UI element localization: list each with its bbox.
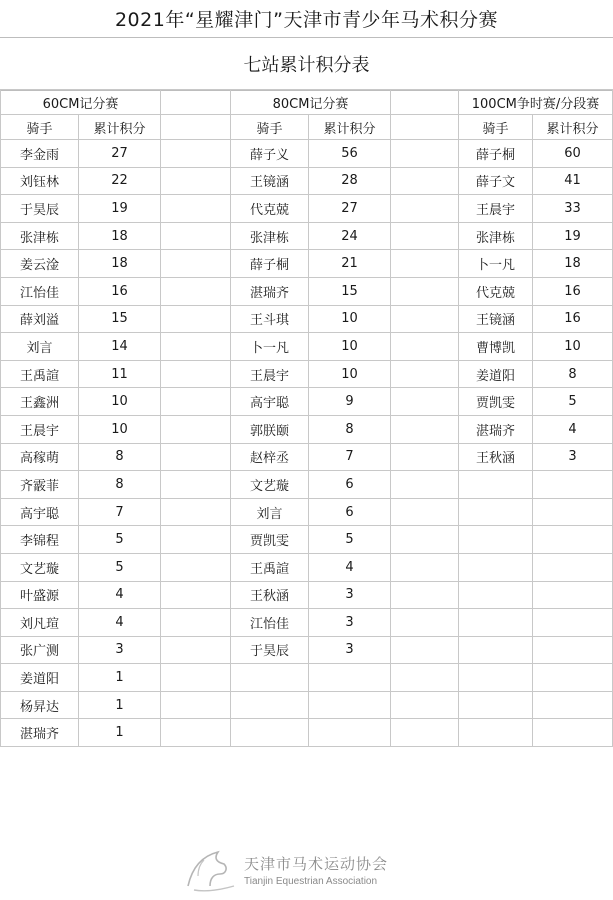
column-gap [391, 167, 459, 195]
rider-name-cell: 文艺璇 [1, 553, 79, 581]
column-gap [391, 443, 459, 471]
column-gap [391, 250, 459, 278]
column-gap [391, 581, 459, 609]
score-cell: 27 [309, 195, 391, 223]
table-row [1, 664, 613, 692]
rider-name-cell: 薛子桐 [459, 140, 533, 168]
rider-name-cell: 王镜涵 [459, 305, 533, 333]
score-cell [533, 526, 613, 554]
table-row [1, 222, 613, 250]
rider-name-cell: 杨昇达 [1, 691, 79, 719]
rider-name-cell: 齐霰菲 [1, 471, 79, 499]
column-gap [391, 195, 459, 223]
rider-name-cell: 卜一凡 [231, 333, 309, 361]
column-gap [391, 498, 459, 526]
column-gap [391, 691, 459, 719]
score-cell: 3 [309, 609, 391, 637]
score-cell: 10 [79, 388, 161, 416]
score-cell: 10 [79, 415, 161, 443]
table-row [1, 388, 613, 416]
score-cell [533, 498, 613, 526]
score-cell: 18 [79, 250, 161, 278]
score-cell: 60 [533, 140, 613, 168]
column-gap [391, 636, 459, 664]
score-cell: 1 [79, 719, 161, 747]
section-header-60cm: 60CM记分赛 [1, 90, 161, 115]
rider-name-cell [459, 691, 533, 719]
column-gap [161, 526, 231, 554]
rider-name-cell [459, 526, 533, 554]
org-name-cn: 天津市马术运动协会 [244, 855, 389, 873]
rider-name-cell: 王斗琪 [231, 305, 309, 333]
column-gap [391, 719, 459, 747]
association-logo [180, 845, 420, 895]
column-header-score: 累计积分 [79, 115, 161, 140]
column-gap [391, 609, 459, 637]
table-row [1, 360, 613, 388]
table-row [1, 250, 613, 278]
rider-name-cell: 赵梓丞 [231, 443, 309, 471]
rider-name-cell: 王镜涵 [231, 167, 309, 195]
column-gap [161, 581, 231, 609]
horse-head-icon [180, 846, 240, 894]
rider-name-cell: 王鑫洲 [1, 388, 79, 416]
column-gap [161, 443, 231, 471]
column-gap [161, 415, 231, 443]
score-cell: 5 [79, 526, 161, 554]
score-cell: 10 [533, 333, 613, 361]
column-gap [161, 636, 231, 664]
column-gap [391, 415, 459, 443]
table-row [1, 471, 613, 499]
rider-name-cell [459, 581, 533, 609]
score-cell [533, 581, 613, 609]
column-gap [161, 691, 231, 719]
score-cell: 18 [79, 222, 161, 250]
table-row [1, 526, 613, 554]
score-cell: 4 [533, 415, 613, 443]
rider-name-cell: 薛刘溢 [1, 305, 79, 333]
rider-name-cell: 张津栋 [459, 222, 533, 250]
score-cell: 7 [309, 443, 391, 471]
column-gap [391, 115, 459, 140]
table-row [1, 140, 613, 168]
score-cell: 16 [533, 277, 613, 305]
org-name-en: Tianjin Equestrian Association [244, 876, 378, 887]
rider-name-cell: 王秋涵 [231, 581, 309, 609]
score-cell [309, 719, 391, 747]
column-gap [161, 195, 231, 223]
rider-name-cell: 王晨宇 [459, 195, 533, 223]
column-gap [161, 115, 231, 140]
score-cell: 27 [79, 140, 161, 168]
score-cell: 19 [79, 195, 161, 223]
score-cell: 16 [533, 305, 613, 333]
column-gap [161, 167, 231, 195]
score-cell [533, 609, 613, 637]
score-cell: 4 [309, 553, 391, 581]
rider-name-cell: 卜一凡 [459, 250, 533, 278]
rider-name-cell: 高稼萌 [1, 443, 79, 471]
rider-name-cell: 贾凯雯 [231, 526, 309, 554]
score-table [0, 89, 613, 747]
column-gap [161, 360, 231, 388]
score-cell: 5 [309, 526, 391, 554]
rider-name-cell: 贾凯雯 [459, 388, 533, 416]
rider-name-cell [459, 471, 533, 499]
table-row [1, 609, 613, 637]
rider-name-cell: 高宇聪 [231, 388, 309, 416]
column-gap [161, 388, 231, 416]
rider-name-cell: 张广测 [1, 636, 79, 664]
table-row [1, 195, 613, 223]
score-cell: 14 [79, 333, 161, 361]
table-row [1, 443, 613, 471]
rider-name-cell: 于昊辰 [1, 195, 79, 223]
rider-name-cell: 姜道阳 [459, 360, 533, 388]
score-cell [533, 553, 613, 581]
score-cell: 3 [79, 636, 161, 664]
column-gap [391, 222, 459, 250]
rider-name-cell: 江怡佳 [1, 277, 79, 305]
score-cell: 10 [309, 333, 391, 361]
score-cell: 5 [79, 553, 161, 581]
column-header-rider: 骑手 [459, 115, 533, 140]
column-gap [161, 498, 231, 526]
rider-name-cell: 于昊辰 [231, 636, 309, 664]
rider-name-cell [459, 553, 533, 581]
score-cell: 15 [79, 305, 161, 333]
table-row [1, 167, 613, 195]
page-title: 2021年“星耀津门”天津市青少年马术积分赛 [114, 9, 499, 31]
score-cell: 21 [309, 250, 391, 278]
rider-name-cell: 王秋涵 [459, 443, 533, 471]
score-cell: 3 [309, 581, 391, 609]
table-row [1, 636, 613, 664]
rider-name-cell: 代克兢 [231, 195, 309, 223]
table-row [1, 498, 613, 526]
rider-name-cell: 姜道阳 [1, 664, 79, 692]
score-cell: 6 [309, 471, 391, 499]
column-gap [161, 250, 231, 278]
score-cell: 10 [309, 360, 391, 388]
score-cell: 4 [79, 609, 161, 637]
rider-name-cell: 刘言 [1, 333, 79, 361]
score-cell: 8 [79, 471, 161, 499]
rider-name-cell: 李锦程 [1, 526, 79, 554]
rider-name-cell: 王禹諠 [231, 553, 309, 581]
score-cell: 28 [309, 167, 391, 195]
score-cell [533, 471, 613, 499]
rider-name-cell: 郭朕颐 [231, 415, 309, 443]
rider-name-cell: 代克兢 [459, 277, 533, 305]
score-cell: 5 [533, 388, 613, 416]
rider-name-cell: 湛瑞齐 [1, 719, 79, 747]
score-cell [309, 664, 391, 692]
rider-name-cell: 刘钰林 [1, 167, 79, 195]
score-cell: 18 [533, 250, 613, 278]
column-gap [161, 719, 231, 747]
rider-name-cell: 刘言 [231, 498, 309, 526]
rider-name-cell: 湛瑞齐 [231, 277, 309, 305]
rider-name-cell: 张津栋 [1, 222, 79, 250]
score-cell [533, 719, 613, 747]
rider-name-cell: 薛子桐 [231, 250, 309, 278]
table-subtitle: 七站累计积分表 [0, 37, 613, 91]
rider-name-cell: 李金雨 [1, 140, 79, 168]
column-gap [161, 90, 231, 115]
column-gap [161, 222, 231, 250]
score-cell: 1 [79, 691, 161, 719]
rider-name-cell: 湛瑞齐 [459, 415, 533, 443]
table-row [1, 305, 613, 333]
rider-name-cell [459, 609, 533, 637]
score-cell: 33 [533, 195, 613, 223]
column-gap [391, 388, 459, 416]
rider-name-cell [459, 498, 533, 526]
score-cell: 24 [309, 222, 391, 250]
column-gap [391, 360, 459, 388]
score-table-body [1, 140, 613, 747]
rider-name-cell: 文艺璇 [231, 471, 309, 499]
score-cell [533, 636, 613, 664]
rider-name-cell: 姜云淦 [1, 250, 79, 278]
score-cell: 41 [533, 167, 613, 195]
rider-name-cell: 薛子义 [231, 140, 309, 168]
score-cell: 22 [79, 167, 161, 195]
column-gap [391, 526, 459, 554]
rider-name-cell: 薛子文 [459, 167, 533, 195]
column-header-rider: 骑手 [1, 115, 79, 140]
column-gap [161, 277, 231, 305]
column-gap [161, 664, 231, 692]
column-header-rider: 骑手 [231, 115, 309, 140]
column-gap [391, 471, 459, 499]
score-cell: 3 [309, 636, 391, 664]
table-row [1, 553, 613, 581]
score-cell [533, 664, 613, 692]
column-gap [391, 553, 459, 581]
column-gap [391, 333, 459, 361]
score-cell: 9 [309, 388, 391, 416]
section-header-100cm: 100CM争时赛/分段赛 [459, 90, 613, 115]
rider-name-cell: 叶盛源 [1, 581, 79, 609]
score-cell [309, 691, 391, 719]
rider-name-cell: 曹博凯 [459, 333, 533, 361]
column-gap [391, 90, 459, 115]
score-cell: 15 [309, 277, 391, 305]
rider-name-cell [459, 636, 533, 664]
rider-name-cell [459, 719, 533, 747]
rider-name-cell: 王晨宇 [1, 415, 79, 443]
table-row [1, 333, 613, 361]
score-cell: 10 [309, 305, 391, 333]
column-gap [391, 277, 459, 305]
score-cell: 56 [309, 140, 391, 168]
column-gap [161, 140, 231, 168]
score-cell: 3 [533, 443, 613, 471]
column-gap [161, 553, 231, 581]
table-row [1, 277, 613, 305]
rider-name-cell [231, 719, 309, 747]
score-cell: 19 [533, 222, 613, 250]
table-row [1, 719, 613, 747]
rider-name-cell [231, 691, 309, 719]
column-gap [391, 305, 459, 333]
score-cell: 4 [79, 581, 161, 609]
column-gap [161, 609, 231, 637]
table-row [1, 691, 613, 719]
score-cell: 8 [309, 415, 391, 443]
score-cell [533, 691, 613, 719]
table-row [1, 581, 613, 609]
column-header-score: 累计积分 [309, 115, 391, 140]
score-cell: 16 [79, 277, 161, 305]
score-cell: 7 [79, 498, 161, 526]
score-cell: 8 [79, 443, 161, 471]
rider-name-cell [459, 664, 533, 692]
score-cell: 8 [533, 360, 613, 388]
rider-name-cell: 王禹諠 [1, 360, 79, 388]
section-header-80cm: 80CM记分赛 [231, 90, 391, 115]
score-cell: 11 [79, 360, 161, 388]
rider-name-cell [231, 664, 309, 692]
rider-name-cell: 张津栋 [231, 222, 309, 250]
column-gap [161, 305, 231, 333]
rider-name-cell: 王晨宇 [231, 360, 309, 388]
column-gap [161, 333, 231, 361]
column-gap [391, 664, 459, 692]
rider-name-cell: 高宇聪 [1, 498, 79, 526]
score-cell: 1 [79, 664, 161, 692]
column-header-score: 累计积分 [533, 115, 613, 140]
rider-name-cell: 刘凡瑄 [1, 609, 79, 637]
table-row [1, 415, 613, 443]
score-cell: 6 [309, 498, 391, 526]
column-gap [391, 140, 459, 168]
rider-name-cell: 江怡佳 [231, 609, 309, 637]
column-gap [161, 471, 231, 499]
